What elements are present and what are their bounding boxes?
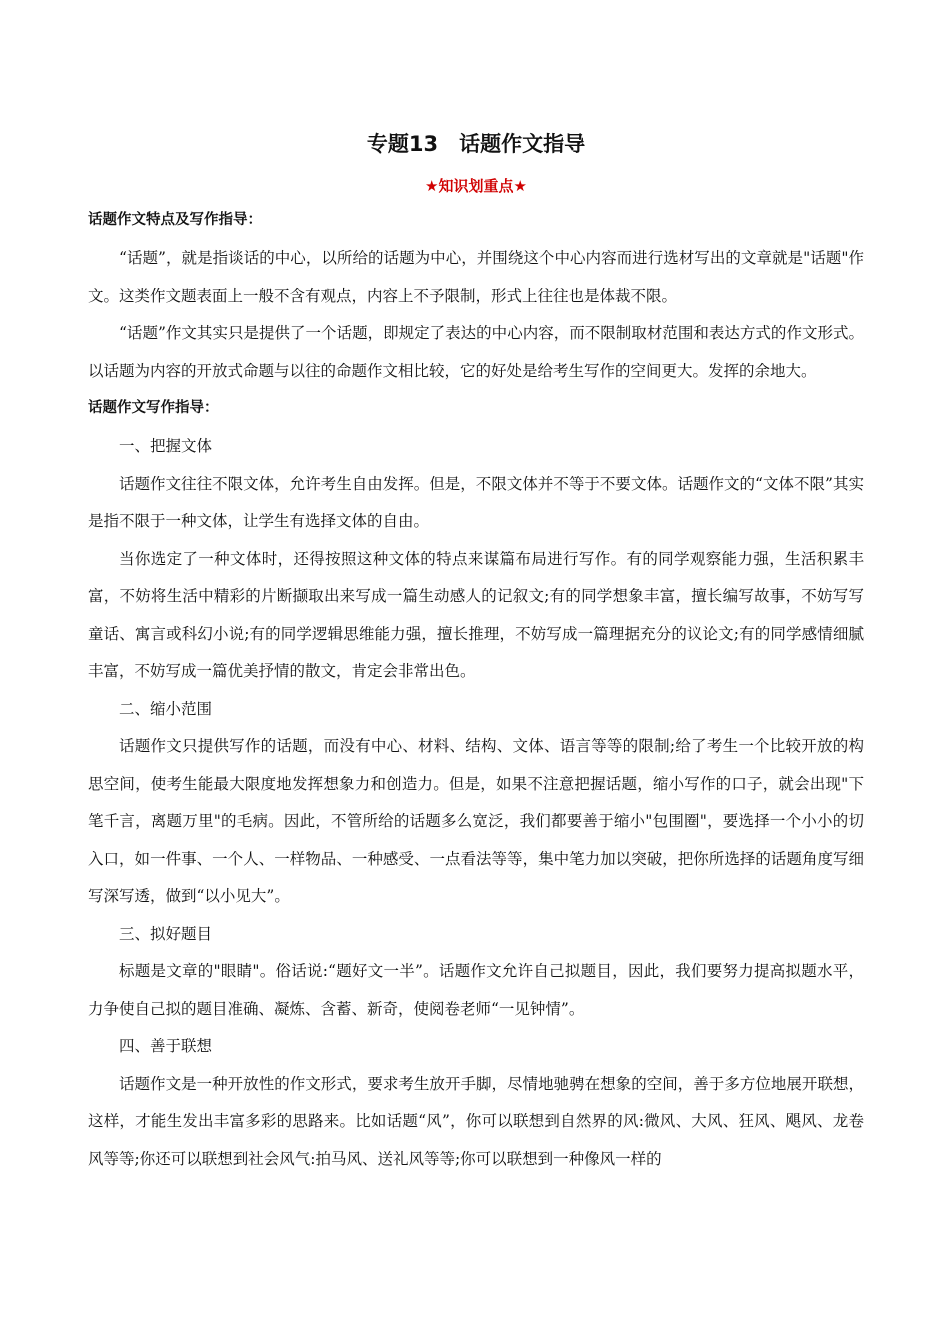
paragraph: 话题作文往往不限文体，允许考生自由发挥。但是，不限文体并不等于不要文体。话题作文的“文体不限”其实是指不限于一种文体，让学生有选择文体的自由。 — [88, 474, 864, 530]
paragraph: 话题作文是一种开放性的作文形式，要求考生放开手脚，尽情地驰骋在想象的空间，善于多方位地展开联想，这样，才能生发出丰富多彩的思路来。比如话题“风”，你可以联想到自然界的风:微风、大风、狂风、飓风、龙卷风等等;你还可以联想到社会风气:拍马风、送礼风等等;你可以联想到一种像风一样的 — [88, 1074, 864, 1168]
paragraph: 话题作文只提供写作的话题，而没有中心、材料、结构、文体、语言等等的限制;给了考生一个比较开放的构思空间，使考生能最大限度地发挥想象力和创造力。但是，如果不注意把握话题，缩小写作的口子，就会出现"下笔千言，离题万里"的毛病。因此，不管所给的话题多么宽泛，我们都要善于缩小"包围圈"，要选择一个小小的切入口，如一件事、一个人、一样物品、一种感受、一点看法等等，集中笔力加以突破，把你所选择的话题角度写细写深写透，做到“以小见大”。 — [88, 737, 864, 905]
point-title-genre: 一、把握文体 — [119, 437, 213, 455]
document-page — [88, 128, 864, 1178]
paragraph: “话题”作文其实只是提供了一个话题，即规定了表达的中心内容，而不限制取材范围和表达方式的作文形式。以话题为内容的开放式命题与以往的命题作文相比较，它的好处是给考生写作的空间更大。发挥的余地大。 — [88, 324, 864, 380]
point-title-good-title: 三、拟好题目 — [119, 924, 213, 943]
point-title-association: 四、善于联想 — [119, 1037, 213, 1055]
point-title-narrow-scope: 二、缩小范围 — [119, 699, 213, 718]
section-heading-features: 话题作文特点及写作指导： — [88, 212, 262, 228]
page-title: 专题13 话题作文指导 — [366, 132, 586, 156]
section-heading-guidance: 话题作文写作指导： — [88, 400, 219, 416]
paragraph: 标题是文章的"眼睛"。俗话说:“题好文一半”。话题作文允许自己拟题目，因此，我们要努力提高拟题水平，力争使自己拟的题目准确、凝炼、含蓄、新奇，使阅卷老师“一见钟情”。 — [88, 962, 864, 1018]
knowledge-highlight-subtitle: ★知识划重点★ — [425, 177, 527, 195]
paragraph: 当你选定了一种文体时，还得按照这种文体的特点来谋篇布局进行写作。有的同学观察能力强，生活积累丰富，不妨将生活中精彩的片断撷取出来写成一篇生动感人的记叙文;有的同学想象丰富，擅长编写故事，不妨写写童话、寓言或科幻小说;有的同学逻辑思维能力强，擅长推理，不妨写成一篇理据充分的议论文;有的同学感情细腻丰富，不妨写成一篇优美抒情的散文，肯定会非常出色。 — [88, 549, 864, 680]
paragraph: “话题”，就是指谈话的中心，以所给的话题为中心，并围绕这个中心内容而进行选材写出的文章就是"话题"作文。这类作文题表面上一般不含有观点，内容上不予限制，形式上往往也是体裁不限。 — [88, 249, 864, 305]
